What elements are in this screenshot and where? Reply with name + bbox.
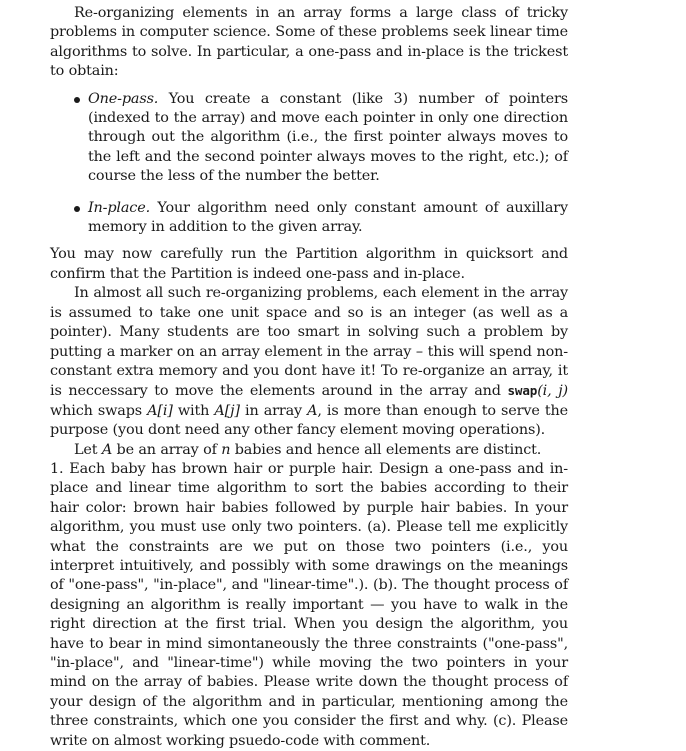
list-item: [88, 199, 568, 238]
array-element-j: A[j]: [214, 402, 240, 419]
array-name: A: [101, 441, 113, 458]
array-definition-paragraph: [50, 441, 568, 460]
list-item: [88, 90, 568, 187]
memory-text-1: In almost all such re-organizing problems, each element in the array is assumed to take one unit space and so is an integer (as well as a pointer). Many students are too smart in solving such a problem by putting a marker on an array element in the array – this will spend non-constant extra memory and you dont have it! To re-organize an array, it is neccessary to move the elements around in the array and: [50, 285, 568, 400]
partition-paragraph: You may now carefully run the Partition algorithm in quicksort and confirm that the Partition is indeed one-pass and in-place.: [50, 246, 568, 282]
memory-text-3: with: [172, 402, 215, 419]
array-def-text-2: be an array of: [112, 441, 222, 458]
memory-text-4: in array: [239, 402, 308, 419]
intro-paragraph: Re-organizing elements in an array forms a large class of tricky problems in computer science. Some of these problems seek linear time algorithms to solve. In particular, a one-pass and in-place is the trickest to obtain:: [50, 5, 568, 80]
memory-text-2: which swaps: [50, 402, 148, 419]
array-element-i: A[i]: [147, 402, 173, 419]
array-variable: A: [307, 402, 318, 419]
array-def-text-1: Let: [74, 441, 102, 458]
array-def-text-3: babies and hence all elements are distinct.: [230, 441, 542, 458]
term-in-place: In-place.: [88, 199, 151, 216]
definition-list: [50, 90, 568, 238]
document-page: [50, 4, 568, 751]
term-one-pass: One-pass.: [88, 90, 159, 107]
swap-function: swap: [507, 383, 538, 399]
array-size: n: [221, 441, 231, 458]
problem-paragraph: 1. Each baby has brown hair or purple hair. Design a one-pass and in-place and linear time algorithm to sort the babies according to their hair color: brown hair babies followed by purple hair babies. In your algorithm, you must use only two pointers. (a). Please tell me explicitly what the constraints are we put on those two pointers (i.e., you interpret intuitively, and possibly with some drawings on the meanings of "one-pass", "in-place", and "linear-time".). (b). The thought process of designing an algorithm is really important — you have to walk in the right direction at the first trial. When you design the algorithm, you have to bear in mind simontaneously the three constraints ("one-pass", "in-place", and "linear-time") while moving the two pointers in your mind on the array of babies. Please write down the thought process of your design of the algorithm and in particular, mentioning among the three constraints, which one you consider the first and why. (c). Please write on almost working psuedo-code with comment.: [50, 460, 568, 749]
swap-args: (i, j): [537, 383, 568, 400]
bullet-icon: [74, 206, 80, 212]
definition-one-pass: You create a constant (like 3) number of pointers (indexed to the array) and move each pointer in only one direction through out the algorithm (i.e., the first pointer always moves to the left and the second pointer always moves to the right, etc.); of course the less of the number the better.: [88, 90, 568, 185]
memory-paragraph: [50, 284, 568, 440]
definition-in-place: Your algorithm need only constant amount of auxillary memory in addition to the given array.: [88, 199, 568, 236]
bullet-icon: [74, 97, 80, 103]
memory-text-5: , is more than enough to serve the purpose (you dont need any other fancy element moving operations).: [50, 402, 568, 439]
